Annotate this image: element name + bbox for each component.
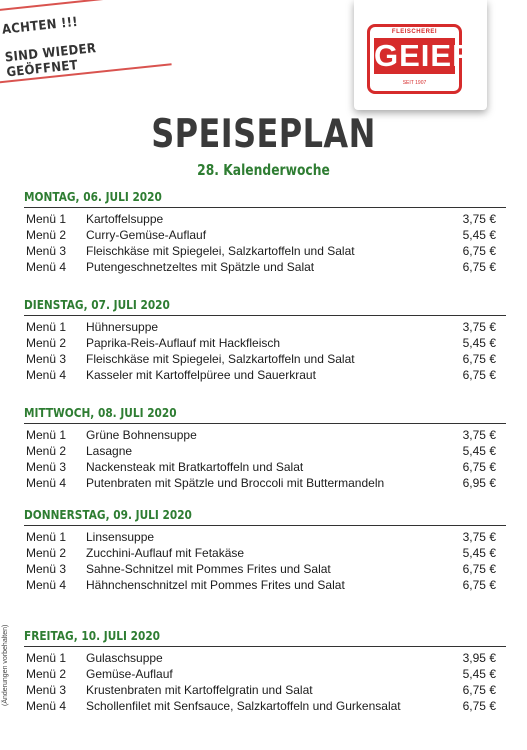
divider bbox=[24, 315, 506, 316]
menu-row bbox=[24, 335, 506, 351]
side-note bbox=[2, 612, 12, 706]
logo-tab bbox=[354, 0, 487, 110]
notice-line-1: ACHTEN !!! bbox=[1, 14, 79, 38]
dish-name: Kartoffelsuppe bbox=[86, 212, 164, 226]
menu-row bbox=[24, 443, 506, 459]
menu-label: Menü 4 bbox=[26, 476, 67, 490]
menu-label: Menü 2 bbox=[26, 336, 67, 350]
menu-label: Menü 4 bbox=[26, 368, 67, 382]
dish-name: Hühnersuppe bbox=[86, 320, 159, 334]
dish-price: 5,45 € bbox=[462, 336, 496, 350]
menu-row bbox=[24, 545, 506, 561]
menu-label: Menü 4 bbox=[26, 699, 67, 713]
dish-price: 6,75 € bbox=[462, 562, 496, 576]
day-block-thursday bbox=[24, 507, 506, 593]
menu-label: Menü 1 bbox=[26, 320, 67, 334]
dish-price: 6,75 € bbox=[462, 368, 496, 382]
menu-label: Menü 3 bbox=[26, 460, 67, 474]
divider bbox=[24, 207, 506, 208]
menu-label: Menü 1 bbox=[26, 651, 67, 665]
menu-row bbox=[24, 577, 506, 593]
menu-row bbox=[24, 682, 506, 698]
day-heading: FREITAG, 10. JULI 2020 bbox=[24, 629, 161, 643]
day-heading: MITTWOCH, 08. JULI 2020 bbox=[24, 406, 177, 420]
menu-label: Menü 1 bbox=[26, 428, 67, 442]
dish-name: Lasagne bbox=[86, 444, 133, 458]
dish-price: 3,75 € bbox=[462, 320, 496, 334]
dish-name: Gemüse-Auflauf bbox=[86, 667, 173, 681]
dish-name: Fleischkäse mit Spiegelei, Salzkartoffeln und Salat bbox=[86, 244, 355, 258]
divider bbox=[24, 646, 506, 647]
dish-name: Putenbraten mit Spätzle und Broccoli mit Buttermandeln bbox=[86, 476, 385, 490]
menu-label: Menü 3 bbox=[26, 562, 67, 576]
logo-top-text: FLEISCHEREI bbox=[391, 29, 438, 35]
logo-since: SEIT 1907 bbox=[402, 80, 427, 86]
dish-price: 6,75 € bbox=[462, 244, 496, 258]
day-heading: DIENSTAG, 07. JULI 2020 bbox=[24, 298, 170, 312]
menu-row bbox=[24, 475, 506, 491]
menu-row bbox=[24, 259, 506, 275]
menu-label: Menü 2 bbox=[26, 546, 67, 560]
brand-logo bbox=[367, 24, 476, 94]
day-heading: DONNERSTAG, 09. JULI 2020 bbox=[24, 508, 192, 522]
menu-row bbox=[24, 666, 506, 682]
menu-label: Menü 3 bbox=[26, 683, 67, 697]
dish-price: 6,75 € bbox=[462, 260, 496, 274]
dish-price: 6,75 € bbox=[462, 683, 496, 697]
menu-row bbox=[24, 650, 506, 666]
dish-price: 5,45 € bbox=[462, 546, 496, 560]
page-subtitle: 28. Kalenderwoche bbox=[197, 161, 330, 179]
dish-name: Fleischkäse mit Spiegelei, Salzkartoffeln und Salat bbox=[86, 352, 355, 366]
menu-row bbox=[24, 211, 506, 227]
menu-label: Menü 2 bbox=[26, 228, 67, 242]
notice-banner bbox=[0, 0, 172, 86]
dish-price: 3,95 € bbox=[462, 651, 496, 665]
day-block-tuesday bbox=[24, 297, 506, 383]
day-block-wednesday bbox=[24, 405, 506, 491]
dish-price: 5,45 € bbox=[462, 667, 496, 681]
menu-label: Menü 3 bbox=[26, 244, 67, 258]
menu-label: Menü 2 bbox=[26, 667, 67, 681]
dish-price: 3,75 € bbox=[462, 212, 496, 226]
dish-name: Hähnchenschnitzel mit Pommes Frites und Salat bbox=[86, 578, 345, 592]
dish-name: Zucchini-Auflauf mit Fetakäse bbox=[86, 546, 245, 560]
dish-name: Gulaschsuppe bbox=[86, 651, 163, 665]
menu-row bbox=[24, 367, 506, 383]
menu-row bbox=[24, 319, 506, 335]
menu-row bbox=[24, 698, 506, 714]
dish-price: 6,75 € bbox=[462, 578, 496, 592]
dish-name: Sahne-Schnitzel mit Pommes Frites und Salat bbox=[86, 562, 331, 576]
page-title: SPEISEPLAN bbox=[151, 112, 376, 157]
menu-row bbox=[24, 459, 506, 475]
divider bbox=[24, 525, 506, 526]
dish-price: 5,45 € bbox=[462, 228, 496, 242]
day-block-monday bbox=[24, 189, 506, 275]
dish-price: 5,45 € bbox=[462, 444, 496, 458]
dish-price: 6,75 € bbox=[462, 352, 496, 366]
dish-name: Kasseler mit Kartoffelpüree und Sauerkraut bbox=[86, 368, 316, 382]
day-heading: MONTAG, 06. JULI 2020 bbox=[24, 190, 162, 204]
menu-label: Menü 1 bbox=[26, 530, 67, 544]
day-block-friday bbox=[24, 628, 506, 714]
dish-name: Paprika-Reis-Auflauf mit Hackfleisch bbox=[86, 336, 281, 350]
menu-row bbox=[24, 529, 506, 545]
logo-name: GEIER bbox=[374, 38, 476, 73]
dish-name: Putengeschnetzeltes mit Spätzle und Salat bbox=[86, 260, 315, 274]
dish-name: Linsensuppe bbox=[86, 530, 155, 544]
dish-name: Grüne Bohnensuppe bbox=[86, 428, 197, 442]
menu-label: Menü 4 bbox=[26, 260, 67, 274]
dish-name: Krustenbraten mit Kartoffelgratin und Salat bbox=[86, 683, 313, 697]
menu-row bbox=[24, 243, 506, 259]
menu-label: Menü 1 bbox=[26, 212, 67, 226]
menu-label: Menü 3 bbox=[26, 352, 67, 366]
menu-row bbox=[24, 427, 506, 443]
divider bbox=[24, 423, 506, 424]
menu-label: Menü 2 bbox=[26, 444, 67, 458]
dish-name: Schollenfilet mit Senfsauce, Salzkartoffeln und Gurkensalat bbox=[86, 699, 401, 713]
menu-label: Menü 4 bbox=[26, 578, 67, 592]
dish-price: 6,75 € bbox=[462, 699, 496, 713]
menu-row bbox=[24, 561, 506, 577]
dish-price: 3,75 € bbox=[462, 530, 496, 544]
menu-row bbox=[24, 227, 506, 243]
dish-price: 6,95 € bbox=[462, 476, 496, 490]
dish-name: Nackensteak mit Bratkartoffeln und Salat bbox=[86, 460, 304, 474]
notice-line-2: SIND WIEDER GEÖFFNET bbox=[4, 41, 97, 81]
dish-price: 6,75 € bbox=[462, 460, 496, 474]
side-note-text: (Änderungen vorbehalten) bbox=[2, 624, 9, 706]
dish-name: Curry-Gemüse-Auflauf bbox=[86, 228, 207, 242]
menu-row bbox=[24, 351, 506, 367]
dish-price: 3,75 € bbox=[462, 428, 496, 442]
